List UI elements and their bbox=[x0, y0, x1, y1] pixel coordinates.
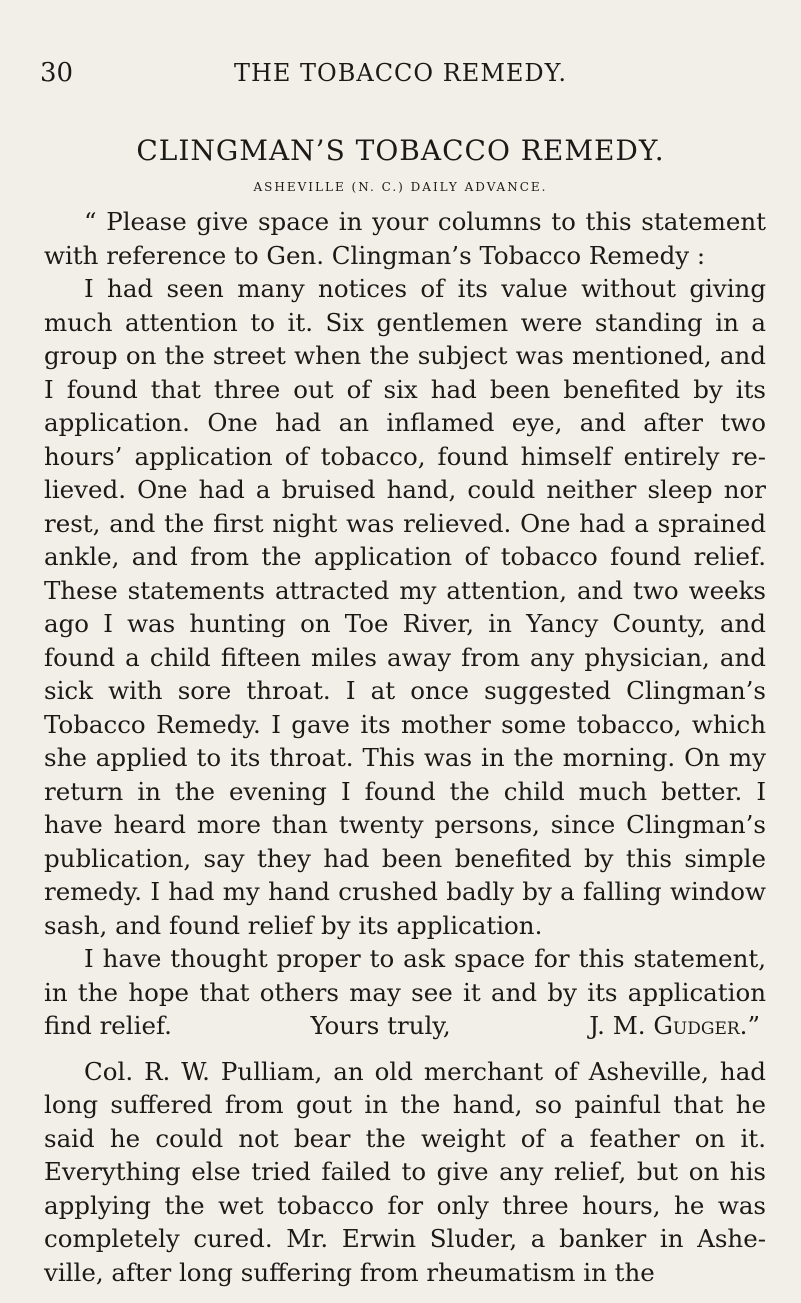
letter-paragraph-2: I had seen many notices of its value without giving much attention to it. Six gentlemen were standing in a group on the street when the subject was mentioned, and I found that three out of six had been benefited by its application. One had an inflamed eye, and after two hours’ application of tobacco, found himself entirely re- lieved. One had a bruised hand, could neither sleep nor rest, and the first night was relieved. One had a sprained ankle, and from the application of tobacco found relief. These statements attracted my attention, and two weeks ago I was hunting on Toe River, in Yancy County, and found a child fifteen miles away from any physician, and sick with sore throat. I at once suggested Clingman’s Tobacco Remedy. I gave its mother some tobacco, which she applied to its throat. This was in the morning. On my return in the evening I found the child much better. I have heard more than twenty persons, since Clingman’s publication, say they had been benefited by this simple remedy. I had my hand crushed badly by a falling window sash, and found relief by its application. bbox=[44, 274, 766, 940]
page-number: 30 bbox=[40, 58, 74, 88]
letter-signoff bbox=[44, 1009, 766, 1043]
source-line: ASHEVILLE (N. C.) DAILY ADVANCE. bbox=[253, 180, 548, 194]
article-body bbox=[44, 205, 766, 1289]
running-title: THE TOBACCO REMEDY. bbox=[233, 59, 568, 87]
signoff-closing: Yours truly, bbox=[310, 1011, 451, 1040]
signoff-lead: find relief. bbox=[44, 1011, 172, 1040]
signoff-name: J. M. Gudger.” bbox=[589, 1011, 760, 1040]
article-title: CLINGMAN’S TOBACCO REMEDY. bbox=[136, 134, 665, 167]
running-head bbox=[40, 56, 761, 90]
letter-paragraph-1: “ Please give space in your columns to this statement with reference to Gen. Clingman’s Tobacco Remedy : bbox=[44, 207, 766, 270]
pulliam-paragraph: Col. R. W. Pulliam, an old merchant of Asheville, had long suffered from gout in the hand, so painful that he said he could not bear the weight of a feather on it. Everything else tried failed to give any relief, but on his applying the wet tobacco for only three hours, he was completely cured. Mr. Erwin Sluder, a banker in Ashe- ville, after long suffering from rheumatism in the bbox=[44, 1056, 766, 1287]
letter-paragraph-3: I have thought proper to ask space for this statement, in the hope that others may see it and by its application bbox=[44, 944, 766, 1007]
